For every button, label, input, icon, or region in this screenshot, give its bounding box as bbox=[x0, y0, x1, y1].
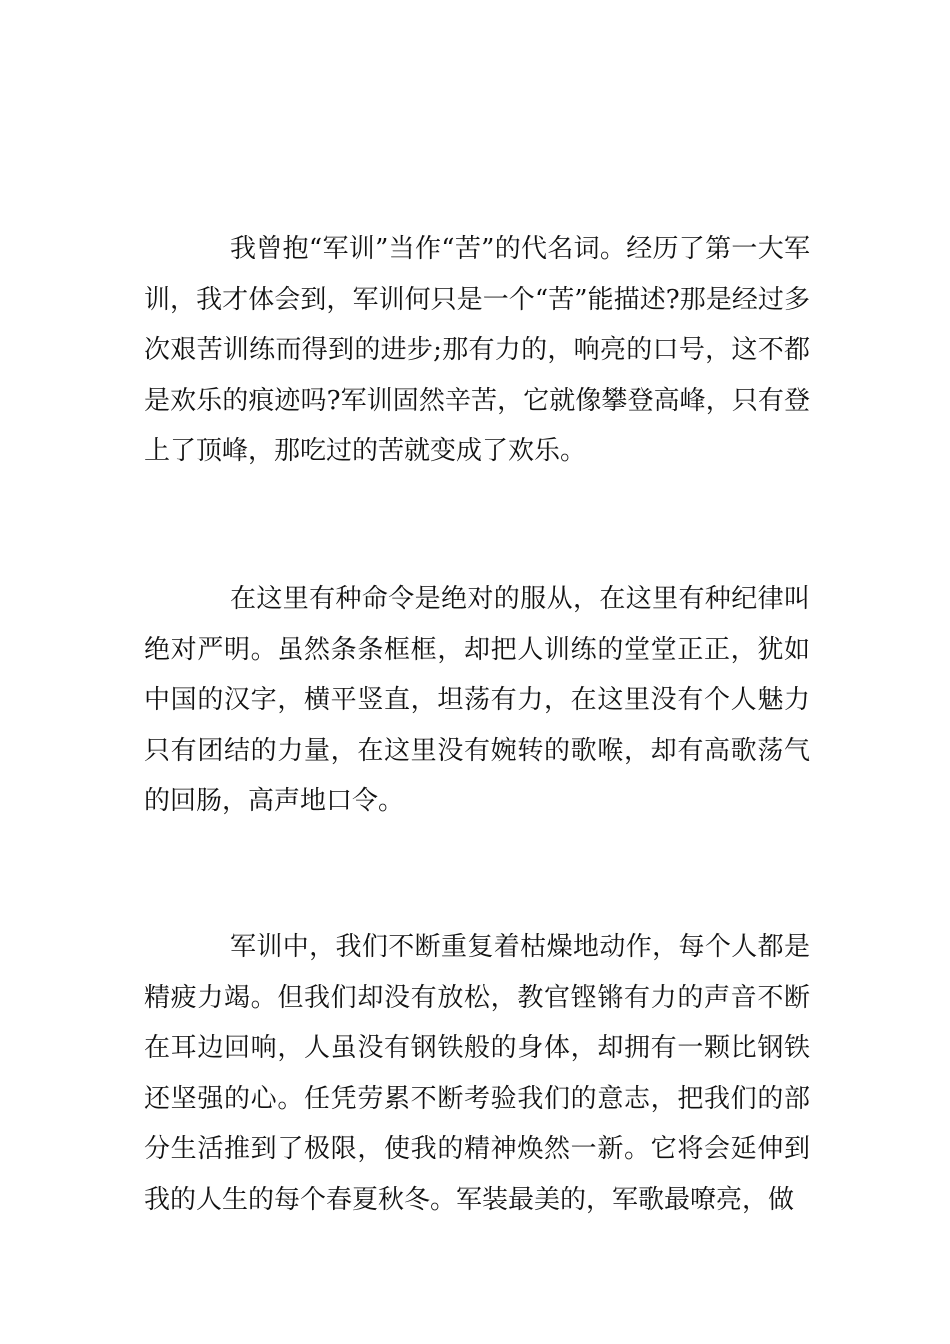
paragraph-3: 军训中，我们不断重复着枯燥地动作，每个人都是精疲力竭。但我们却没有放松，教官铿锵有力的声音不断在耳边回响，人虽没有钢铁般的身体，却拥有一颗比钢铁还坚强的心。任凭劳累不断考验我们的意志，把我们的部分生活推到了极限，使我的精神焕然一新。它将会延伸到我的人生的每个春夏秋冬。军装最美的，军歌最嘹亮，做 bbox=[144, 932, 810, 1215]
paragraph-1: 我曾抱“军训”当作“苦”的代名词。经历了第一大军训，我才体会到，军训何只是一个“苦”能描述?那是经过多次艰苦训练而得到的进步;那有力的，响亮的口号，这不都是欢乐的痕迹吗?军训固然辛苦，它就像攀登高峰，只有登上了顶峰，那吃过的苦就变成了欢乐。 bbox=[144, 234, 810, 466]
paragraph-2: 在这里有种命令是绝对的服从，在这里有种纪律叫绝对严明。虽然条条框框，却把人训练的堂堂正正，犹如中国的汉字，横平竖直，坦荡有力，在这里没有个人魅力只有团结的力量，在这里没有婉转的歌喉，却有高歌荡气的回肠，高声地口令。 bbox=[144, 584, 810, 816]
